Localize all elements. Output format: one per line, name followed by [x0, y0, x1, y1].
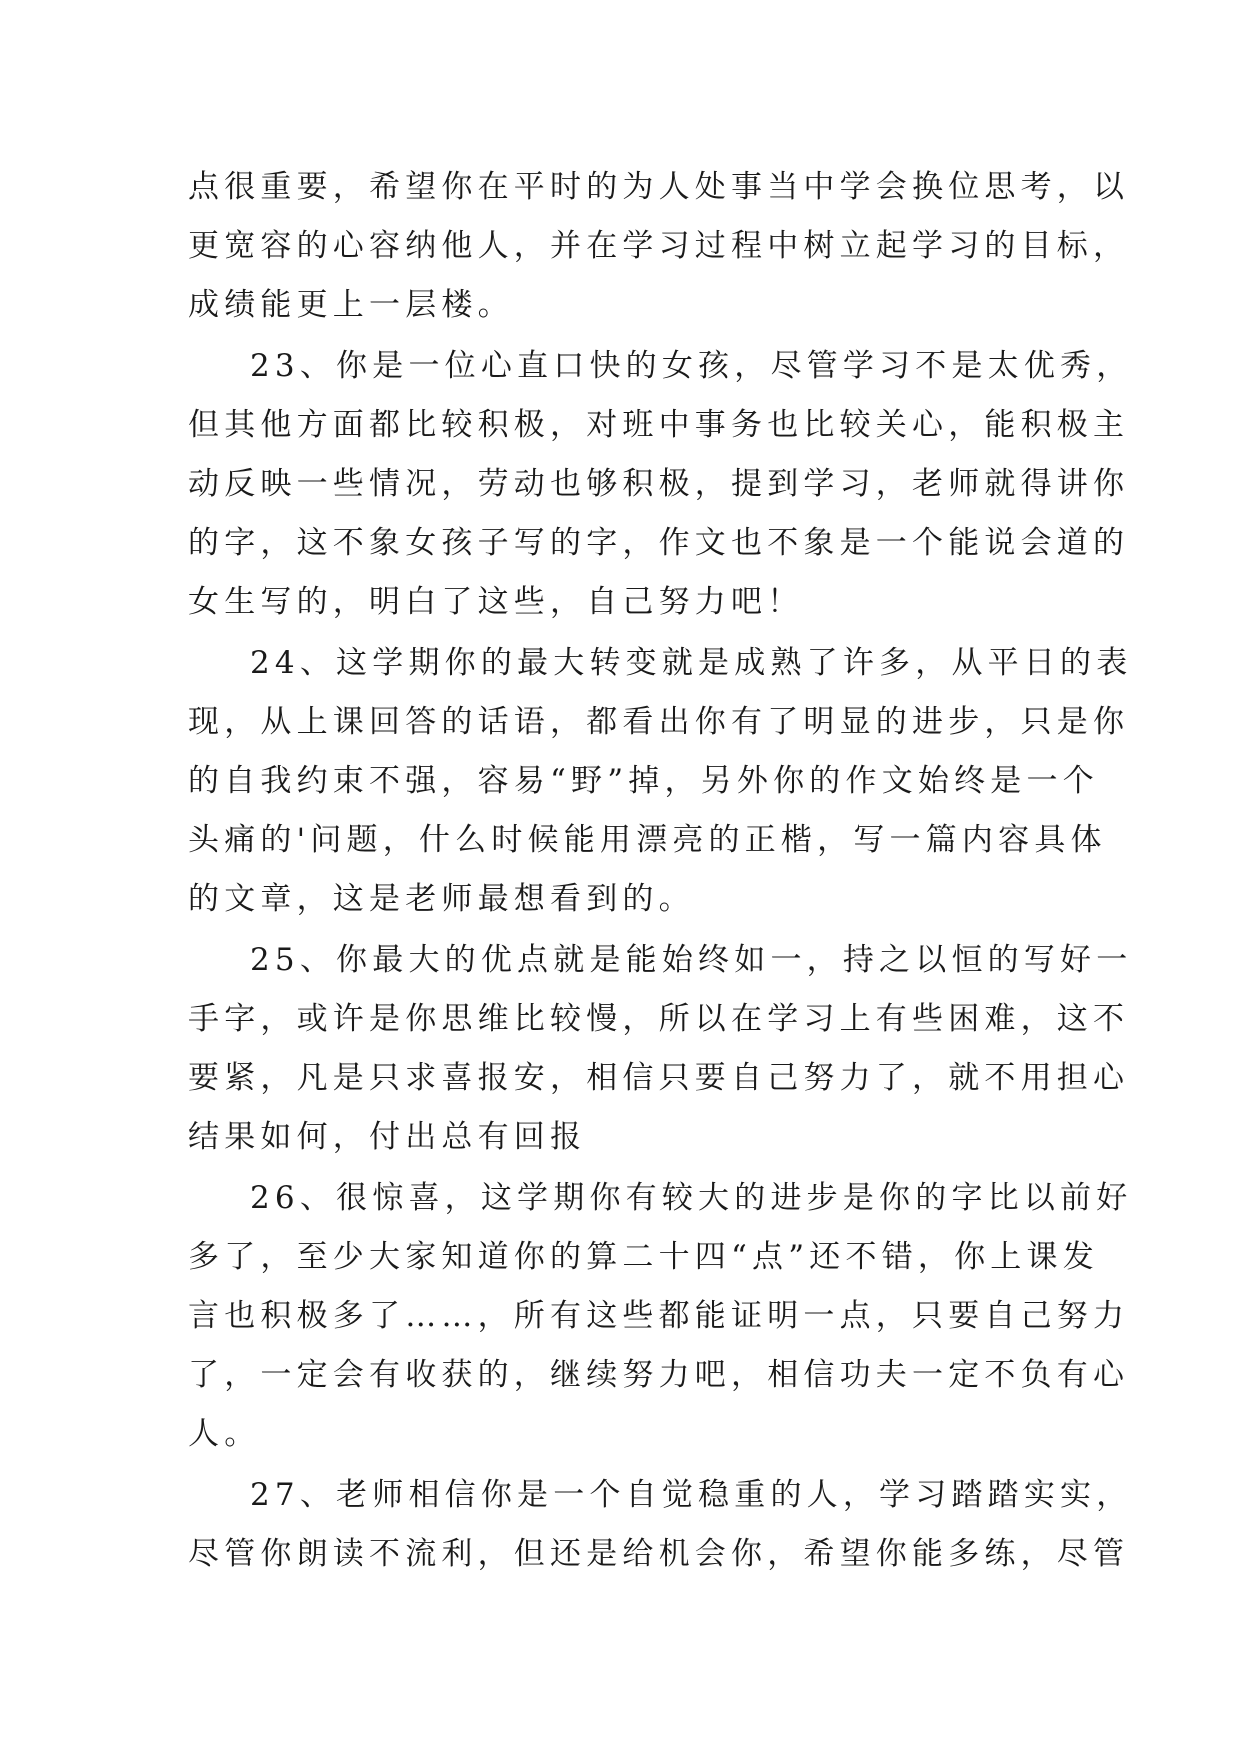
text-line: 26、很惊喜，这学期你有较大的进步是你的字比以前好 [250, 1180, 1133, 1216]
text-line: 现，从上课回答的话语，都看出你有了明显的进步，只是你 [188, 704, 1130, 740]
text-line: 成绩能更上一层楼。 [188, 287, 514, 323]
paragraph-comment-23 [188, 337, 1133, 632]
text-line: 的字，这不象女孩子写的字，作文也不象是一个能说会道的 [188, 525, 1130, 561]
text-line: 25、你最大的优点就是能始终如一，持之以恒的写好一 [250, 942, 1133, 978]
text-line: 头痛的'问题，什么时候能用漂亮的正楷，写一篇内容具体 [188, 822, 1107, 858]
paragraph-comment-24 [188, 634, 1133, 929]
text-line: 女生写的，明白了这些，自己努力吧！ [188, 584, 804, 620]
text-line: 了，一定会有收获的，继续努力吧，相信功夫一定不负有心 [188, 1357, 1130, 1393]
paragraph-comment-26 [188, 1169, 1133, 1464]
text-line: 点很重要，希望你在平时的为人处事当中学会换位思考，以 [188, 169, 1130, 205]
text-line: 的自我约束不强，容易“野”掉，另外你的作文始终是一个 [188, 763, 1099, 799]
text-line: 结果如何，付出总有回报 [188, 1119, 587, 1155]
paragraph-comment-25 [188, 931, 1133, 1167]
text-line: 动反映一些情况，劳动也够积极，提到学习，老师就得讲你 [188, 466, 1130, 502]
text-line: 更宽容的心容纳他人，并在学习过程中树立起学习的目标， [188, 228, 1130, 264]
text-line: 24、这学期你的最大转变就是成熟了许多，从平日的表 [250, 645, 1133, 681]
text-line: 要紧，凡是只求喜报安，相信只要自己努力了，就不用担心 [188, 1060, 1130, 1096]
text-line: 尽管你朗读不流利，但还是给机会你，希望你能多练，尽管 [188, 1536, 1130, 1572]
text-line: 但其他方面都比较积极，对班中事务也比较关心，能积极主 [188, 407, 1130, 443]
text-line: 手字，或许是你思维比较慢，所以在学习上有些困难，这不 [188, 1001, 1130, 1037]
text-line: 言也积极多了……，所有这些都能证明一点，只要自己努力 [188, 1298, 1130, 1334]
paragraph-continuation [188, 158, 1130, 335]
text-line: 多了，至少大家知道你的算二十四“点”还不错，你上课发 [188, 1239, 1099, 1275]
text-line: 人。 [188, 1416, 261, 1452]
document-page [188, 158, 1133, 1586]
text-line: 23、你是一位心直口快的女孩，尽管学习不是太优秀， [250, 348, 1133, 384]
text-line: 27、老师相信你是一个自觉稳重的人，学习踏踏实实， [250, 1477, 1133, 1513]
paragraph-comment-27 [188, 1466, 1133, 1584]
text-line: 的文章，这是老师最想看到的。 [188, 881, 695, 917]
